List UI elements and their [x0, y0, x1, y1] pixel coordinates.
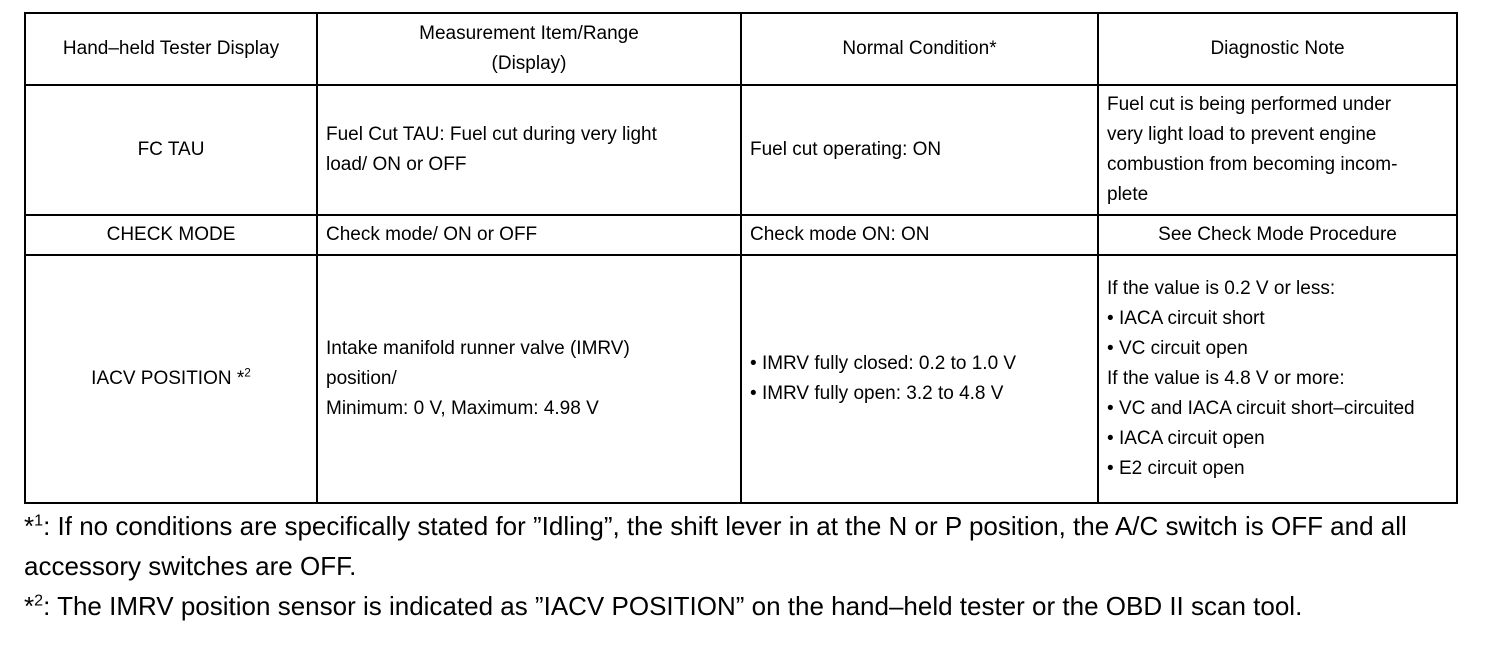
footnote-mark: * [24, 591, 35, 621]
cell-diagnostic-note [1098, 85, 1457, 215]
footnotes [24, 506, 1464, 626]
table-row [25, 85, 1457, 215]
bullet-item: • VC circuit open [1107, 334, 1448, 364]
cell-diagnostic-note [1098, 255, 1457, 503]
cell-display-text: IACV POSITION * [91, 368, 245, 389]
cell-text-line: If the value is 0.2 V or less: [1107, 278, 1336, 299]
table-header-row [25, 13, 1457, 85]
footnote-superscript: 2 [34, 591, 44, 610]
cell-text-line: Fuel cut is being performed under [1107, 94, 1392, 115]
footnote-mark: * [24, 511, 35, 541]
cell-normal-condition: Fuel cut operating: ON [741, 85, 1098, 215]
cell-text-line: Fuel Cut TAU: Fuel cut during very light [326, 124, 657, 145]
footnote-text: : The IMRV position sensor is indicated as ”IACV POSITION” on the hand–held tester or the OBD II scan tool. [43, 591, 1303, 621]
bullet-item: • IACA circuit open [1107, 424, 1448, 454]
cell-text-line: Minimum: 0 V, Maximum: 4.98 V [326, 398, 599, 419]
header-measurement-line-1: Measurement Item/Range [419, 23, 639, 44]
cell-text-line: combustion from becoming incom- [1107, 154, 1398, 175]
bullet-item: • IACA circuit short [1107, 304, 1448, 334]
cell-normal-condition: Check mode ON: ON [741, 215, 1098, 255]
cell-normal-condition [741, 255, 1098, 503]
diagnostic-table [24, 12, 1458, 504]
header-tester-display: Hand–held Tester Display [25, 13, 317, 85]
header-measurement-item [317, 13, 741, 85]
cell-text-line: load/ ON or OFF [326, 154, 467, 175]
table-row [25, 255, 1457, 503]
cell-text-line: If the value is 4.8 V or more: [1107, 368, 1345, 389]
header-measurement-line-2: (Display) [491, 53, 567, 74]
cell-text-line: position/ [326, 368, 397, 389]
cell-measurement-item: Check mode/ ON or OFF [317, 215, 741, 255]
cell-tester-display: FC TAU [25, 85, 317, 215]
footnote-text: : If no conditions are specifically stated for ”Idling”, the shift lever in at the N or P position, the A/C switch is OFF and all accessory switches are OFF. [24, 511, 1407, 581]
cell-diagnostic-note: See Check Mode Procedure [1098, 215, 1457, 255]
cell-text-line: very light load to prevent engine [1107, 124, 1377, 145]
cell-text-line: Intake manifold runner valve (IMRV) [326, 338, 630, 359]
cell-tester-display [25, 255, 317, 503]
bullet-item: • VC and IACA circuit short–circuited [1107, 394, 1448, 424]
cell-text-line: plete [1107, 184, 1149, 205]
footnote-superscript: 1 [34, 511, 44, 530]
header-diagnostic-note: Diagnostic Note [1098, 13, 1457, 85]
footnote-1 [24, 506, 1464, 586]
cell-measurement-item [317, 85, 741, 215]
bullet-item: • IMRV fully closed: 0.2 to 1.0 V [750, 349, 1089, 379]
bullet-item: • IMRV fully open: 3.2 to 4.8 V [750, 379, 1089, 409]
cell-tester-display: CHECK MODE [25, 215, 317, 255]
footnote-2 [24, 586, 1464, 626]
footnote-superscript: 2 [244, 366, 251, 380]
header-normal-condition: Normal Condition* [741, 13, 1098, 85]
cell-measurement-item [317, 255, 741, 503]
table-row [25, 215, 1457, 255]
bullet-item: • E2 circuit open [1107, 454, 1448, 484]
